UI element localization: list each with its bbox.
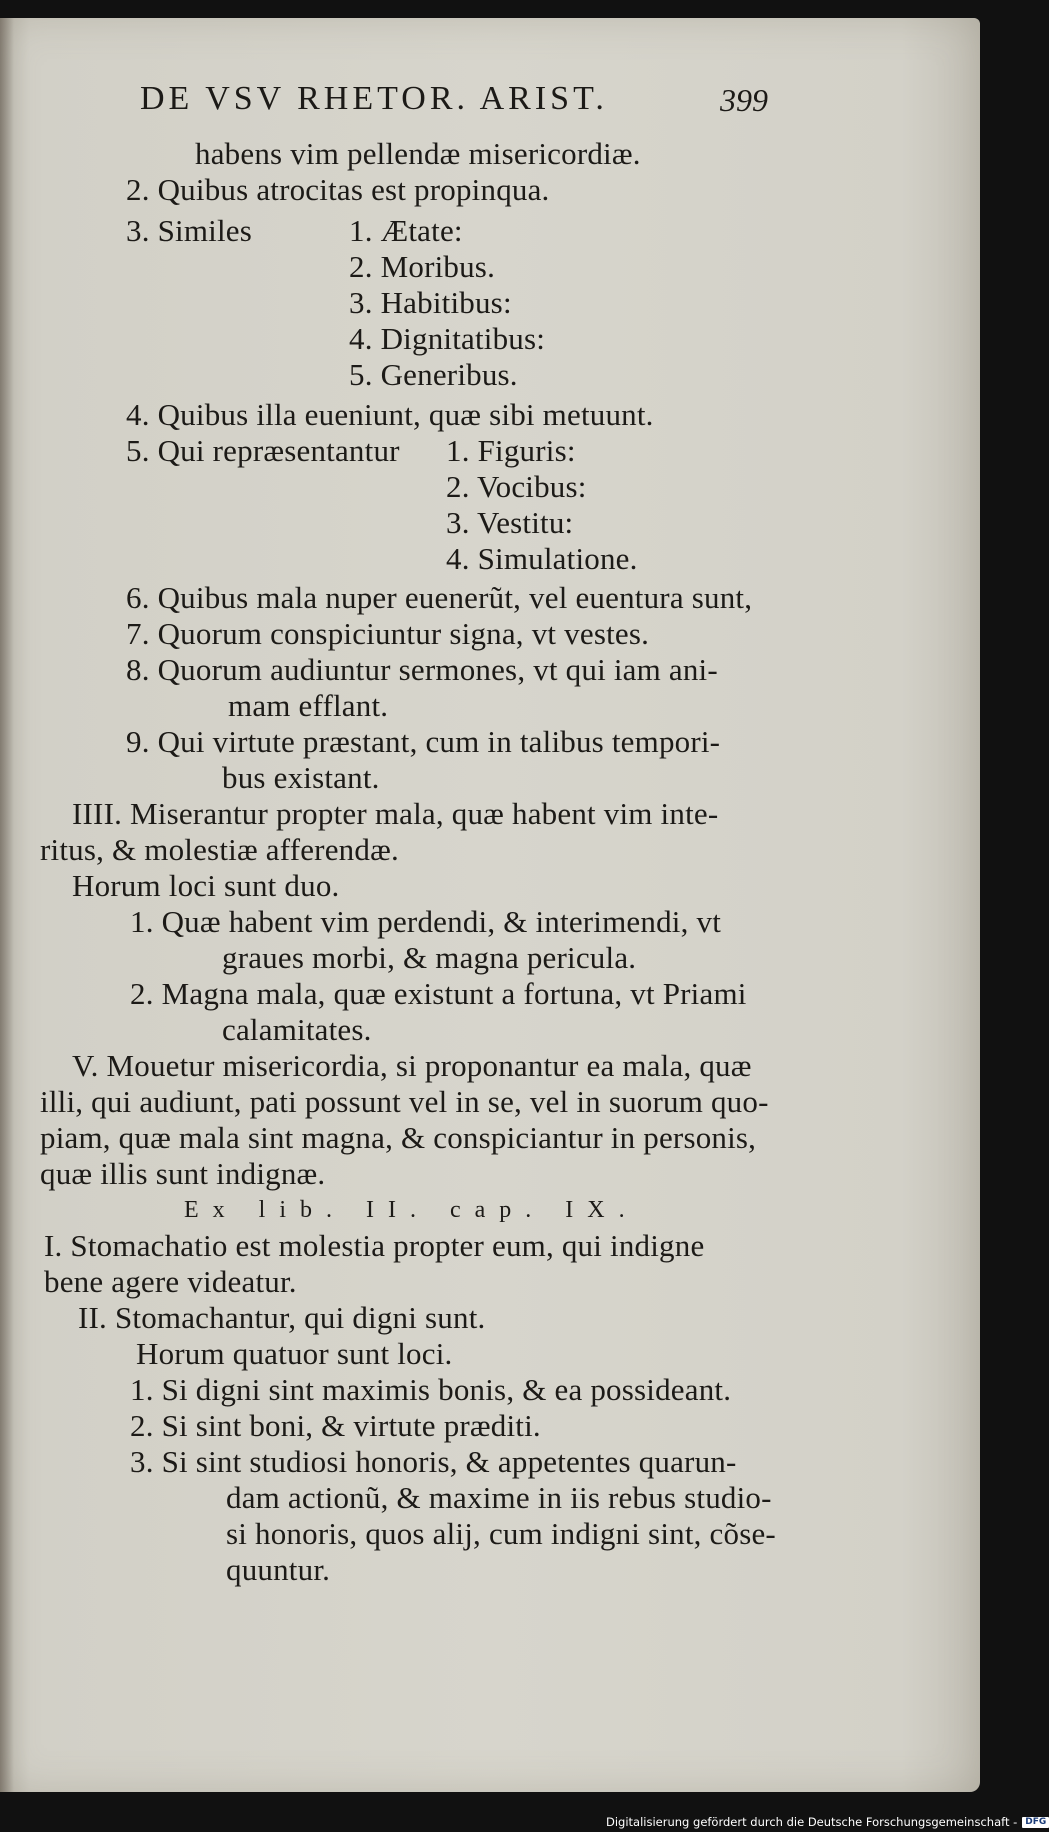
text-line: 4. Dignitatibus:: [349, 321, 546, 356]
text-line: illi, qui audiunt, pati possunt vel in se, vel in suorum quo-: [40, 1084, 769, 1119]
text-line: habens vim pellendæ misericordiæ.: [195, 136, 641, 171]
text-line: 1. Si digni sint maximis bonis, & ea possideant.: [130, 1372, 732, 1407]
text-line: quuntur.: [226, 1552, 331, 1587]
text-line: quæ illis sunt indignæ.: [40, 1156, 326, 1191]
text-line: I. Stomachatio est molestia propter eum, qui indigne: [44, 1228, 705, 1263]
chapter-heading: Ex lib. II. cap. IX.: [184, 1197, 639, 1223]
text-line: 1. Quæ habent vim perdendi, & interimendi, vt: [130, 904, 722, 939]
text-line: 3. Habitibus:: [349, 285, 512, 320]
text-line: si honoris, quos alij, cum indigni sint, cõse-: [226, 1516, 776, 1551]
text-line: calamitates.: [222, 1012, 372, 1047]
page-number: 399: [720, 82, 768, 118]
text-line: IIII. Miserantur propter mala, quæ habent vim inte-: [72, 796, 719, 831]
text-line: 8. Quorum audiuntur sermones, vt qui iam ani-: [126, 652, 718, 687]
text-line: 6. Quibus mala nuper euenerũt, vel euentura sunt,: [126, 580, 753, 615]
text-line: 2. Magna mala, quæ existunt a fortuna, vt Priami: [130, 976, 747, 1011]
text-line: dam actionũ, & maxime in iis rebus studio-: [226, 1480, 772, 1515]
text-line: graues morbi, & magna pericula.: [222, 940, 637, 975]
text-line: 2. Vocibus:: [446, 469, 587, 504]
text-line: bus existant.: [222, 760, 380, 795]
text-line: 3. Si sint studiosi honoris, & appetentes quarun-: [130, 1444, 737, 1479]
text-line: 2. Moribus.: [349, 249, 496, 284]
footer-text: Digitalisierung gefördert durch die Deutsche Forschungsgemeinschaft -: [606, 1815, 1018, 1829]
text-line: V. Mouetur misericordia, si proponantur ea mala, quæ: [72, 1048, 752, 1083]
spine-shadow: [0, 18, 14, 1792]
running-title: DE VSV RHETOR. ARIST.: [140, 80, 608, 117]
text-line: piam, quæ mala sint magna, & conspiciantur in personis,: [40, 1120, 757, 1155]
text-line: 1. Figuris:: [446, 433, 576, 468]
text-line: 4. Quibus illa eueniunt, quæ sibi metuunt.: [126, 397, 654, 432]
text-line: 3. Vestitu:: [446, 505, 574, 540]
text-line: 4. Simulatione.: [446, 541, 638, 576]
funding-footer: [606, 1812, 1047, 1832]
text-line: 5. Qui repræsentantur: [126, 433, 400, 468]
text-line: 5. Generibus.: [349, 357, 518, 392]
text-line: 2. Si sint boni, & virtute præditi.: [130, 1408, 541, 1443]
text-line: mam efflant.: [228, 688, 389, 723]
text-line: 3. Similes: [126, 213, 253, 248]
text-line: ritus, & molestiæ afferendæ.: [40, 832, 399, 867]
text-line: Horum loci sunt duo.: [72, 868, 340, 903]
dfg-logo: DFG: [1022, 1817, 1049, 1828]
text-line: 7. Quorum conspiciuntur signa, vt vestes.: [126, 616, 650, 651]
text-line: 9. Qui virtute præstant, cum in talibus tempori-: [126, 724, 721, 759]
text-line: II. Stomachantur, qui digni sunt.: [78, 1300, 486, 1335]
text-line: 2. Quibus atrocitas est propinqua.: [126, 172, 550, 207]
text-line: bene agere videatur.: [44, 1264, 297, 1299]
text-line: 1. Ætate:: [349, 213, 463, 248]
text-line: Horum quatuor sunt loci.: [136, 1336, 453, 1371]
